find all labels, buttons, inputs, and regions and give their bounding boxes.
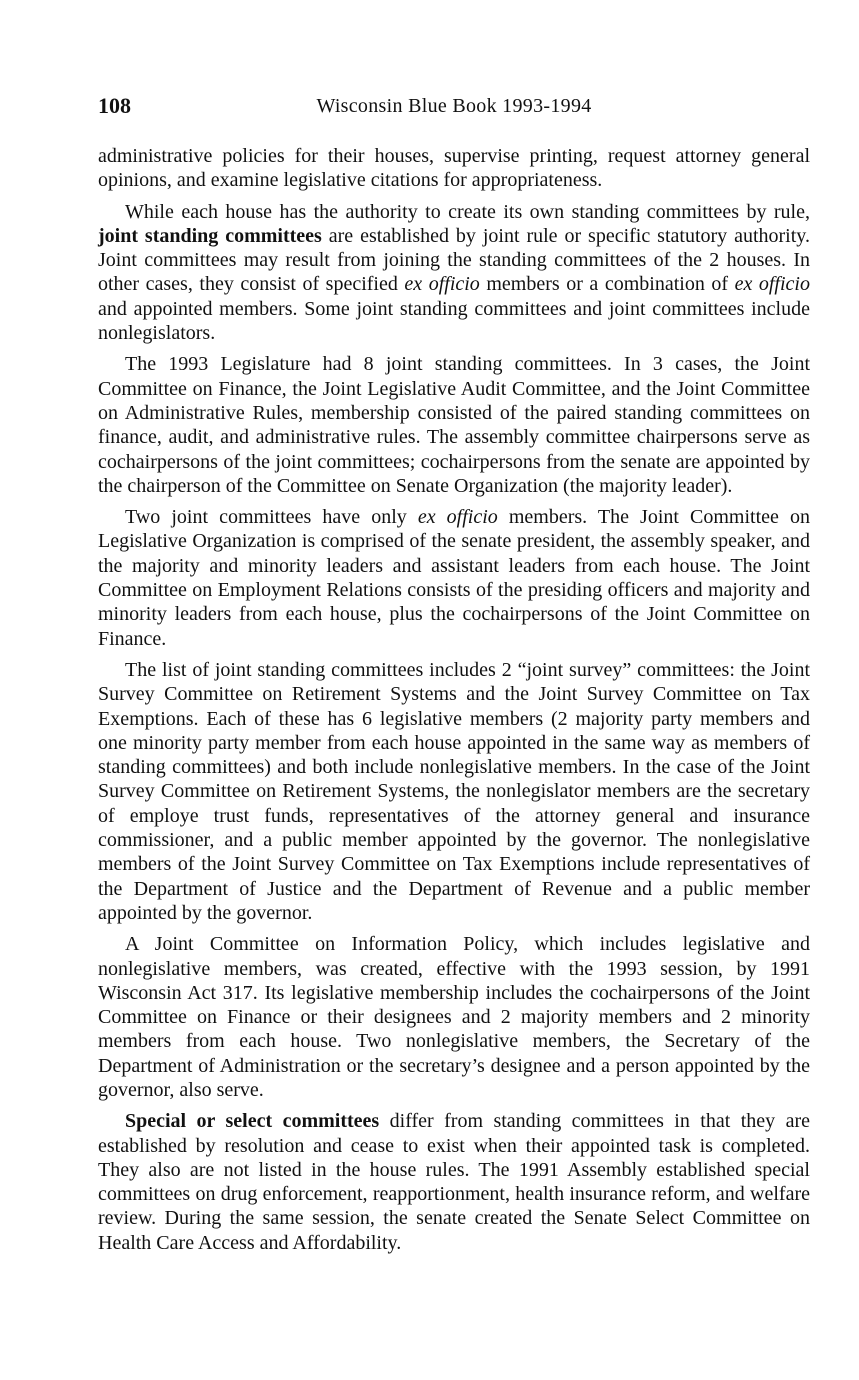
- paragraph-4: Two joint committees have only ex officio members. The Joint Committee on Legislative Organization is comprised of the senate president, the assembly speaker, and the majority and minority leaders and assistant leaders from each house. The Joint Committee on Employment Relations consists of the presiding officers and majority and minority leaders from each house, plus the cochairpersons of the Joint Committee on Finance.: [98, 506, 810, 650]
- paragraph-5: The list of joint standing committees includes 2 “joint survey” committees: the Joint Survey Committee on Retirement Systems and the Joint Survey Committee on Tax Exemptions. Each of these has 6 legislative members (2 majority party members and one minority party member from each house appointed in the same way as members of standing committees) and both include nonlegislative members. In the case of the Joint Survey Committee on Retirement Systems, the nonlegislator members are the secretary of employe trust funds, representatives of the attorney general and insurance commissioner, and a public member appointed by the governor. The nonlegislative members of the Joint Survey Committee on Tax Exemptions include representatives of the Department of Justice and the Department of Revenue and a public member appointed by the governor.: [98, 658, 810, 924]
- paragraph-3: The 1993 Legislature had 8 joint standing committees. In 3 cases, the Joint Committee on Finance, the Joint Legislative Audit Committee, and the Joint Committee on Administrative Rules, membership consisted of the paired standing committees on finance, audit, and administrative rules. The assembly committee chairpersons serve as cochairpersons of the joint committees; cochairpersons from the senate are appointed by the chairperson of the Committee on Senate Organization (the majority leader).: [98, 353, 810, 497]
- page-header: [98, 91, 810, 121]
- paragraph-6: A Joint Committee on Information Policy, which includes legislative and nonlegislative members, was created, effective with the 1993 session, by 1991 Wisconsin Act 317. Its legislative membership includes the cochairpersons of the Joint Committee on Finance or their designees and 2 majority members and 2 minority members from each house. Two nonlegislative members, the Secretary of the Department of Administration or the secretary’s designee and a person appointed by the governor, also serve.: [98, 933, 810, 1101]
- term-joint-standing-committees: joint standing committees: [98, 224, 322, 247]
- running-head: Wisconsin Blue Book 1993-1994: [316, 95, 592, 117]
- page-number: 108: [98, 93, 131, 118]
- body-text: [98, 144, 810, 1262]
- paragraph-7: Special or select committees differ from standing committees in that they are established by resolution and cease to exist when their appointed task is completed. They also are not listed in the house rules. The 1991 Assembly established special committees on drug enforcement, reapportionment, health insurance reform, and welfare review. During the same session, the senate created the Senate Select Committee on Health Care Access and Affordability.: [98, 1110, 811, 1254]
- paragraph-2: While each house has the authority to create its own standing committees by rule, joint standing committees are established by joint rule or specific statutory authority. Joint committees may result from joining the standing committees of the 2 houses. In other cases, they consist of specified ex officio members or a combination of ex officio and appointed members. Some joint standing committees and joint committees include nonlegislators.: [98, 200, 810, 345]
- term-special-or-select-committees: Special or select committees: [125, 1110, 380, 1133]
- paragraph-1: administrative policies for their houses, supervise printing, request attorney general opinions, and examine legislative citations for appropriateness.: [98, 145, 810, 192]
